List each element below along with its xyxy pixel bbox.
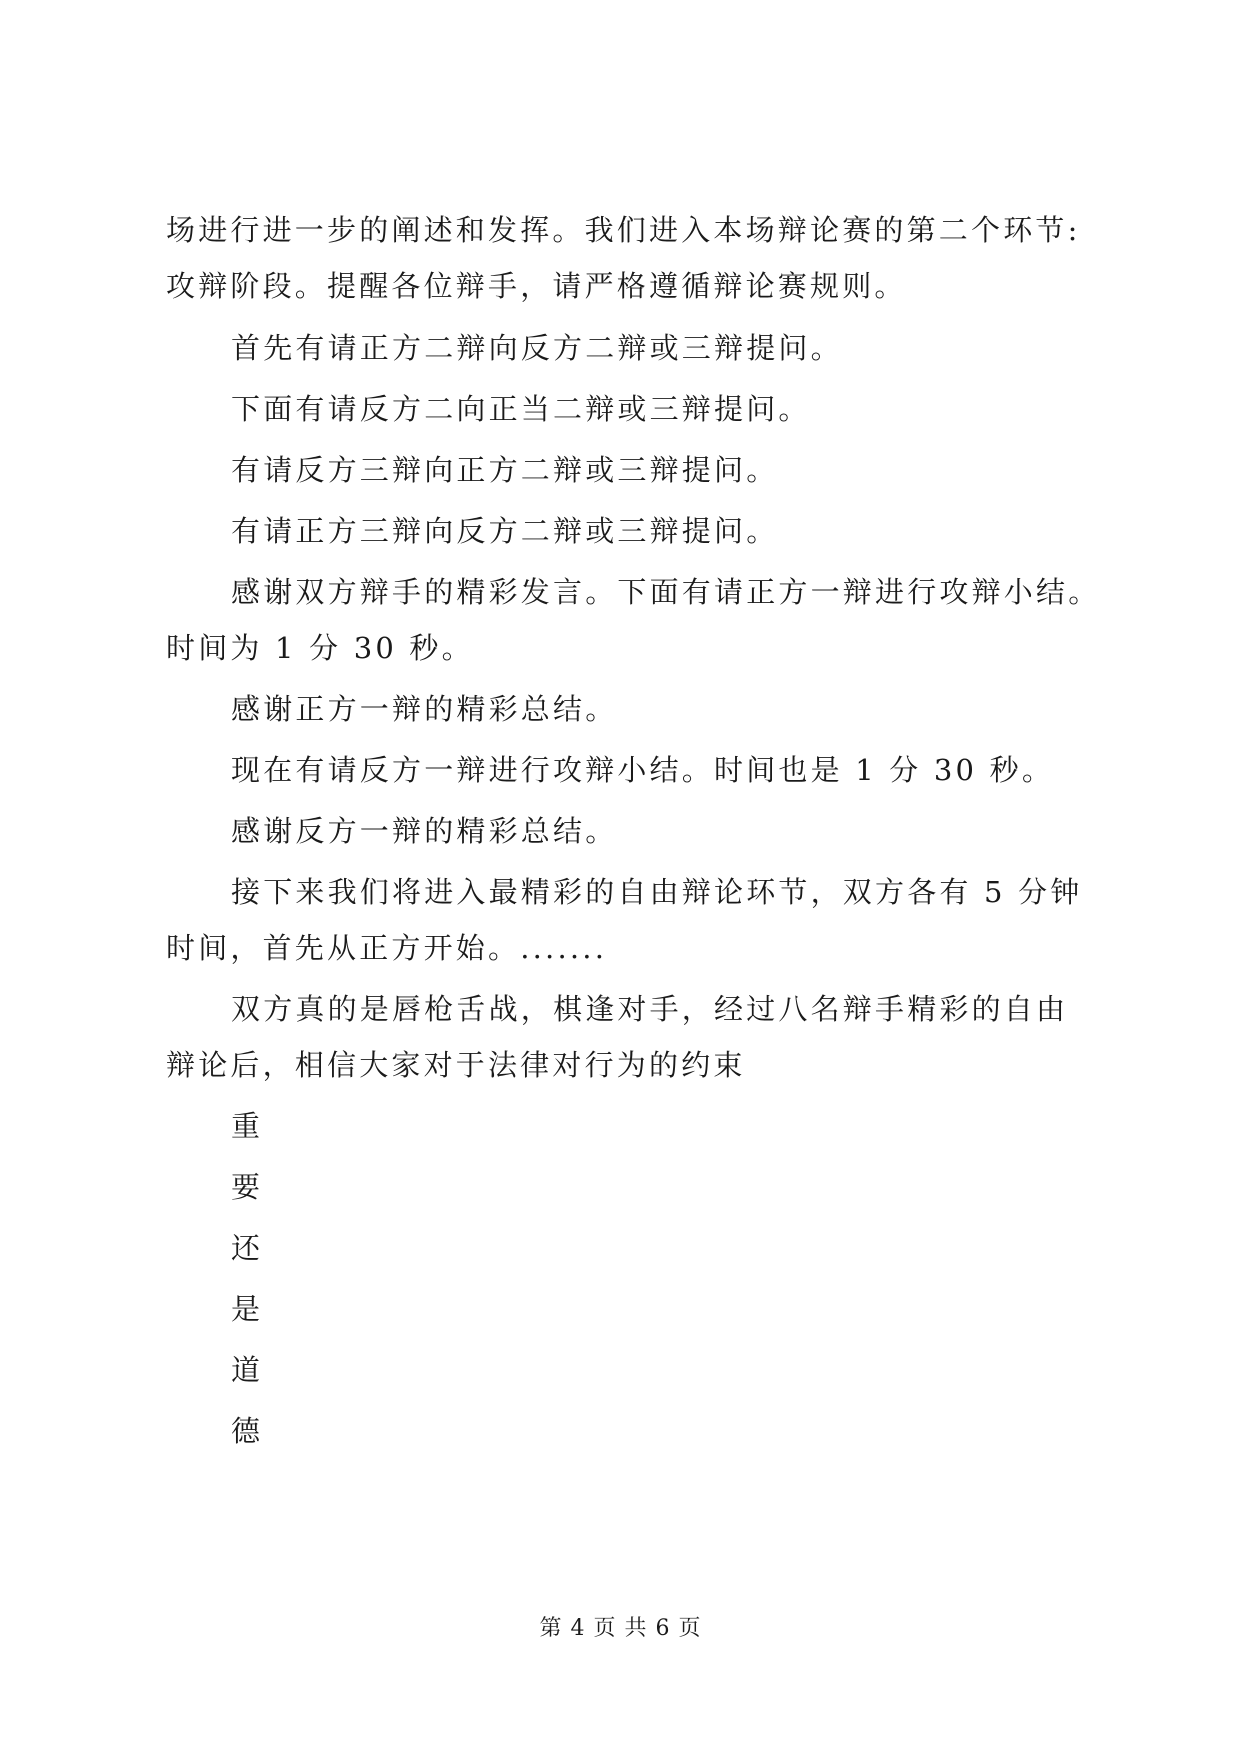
paragraph-line: 感谢反方一辩的精彩总结。: [231, 814, 618, 848]
paragraph-line: 感谢双方辩手的精彩发言。下面有请正方一辩进行攻辩小结。: [231, 575, 1101, 609]
paragraph-line: 首先有请正方二辩向反方二辩或三辩提问。: [231, 331, 843, 365]
paragraph-line: 要: [231, 1170, 264, 1204]
paragraph-line: 时间，首先从正方开始。.......: [166, 931, 608, 965]
paragraph-line: 道: [231, 1353, 264, 1387]
paragraph-line: 下面有请反方二向正当二辩或三辩提问。: [231, 392, 811, 426]
paragraph-line: 德: [231, 1414, 264, 1448]
paragraph-line: 时间为 1 分 30 秒。: [166, 631, 474, 665]
paragraph-line: 重: [231, 1109, 264, 1143]
paragraph-line: 现在有请反方一辩进行攻辩小结。时间也是 1 分 30 秒。: [231, 753, 1055, 787]
paragraph-line: 场进行进一步的阐述和发挥。我们进入本场辩论赛的第二个环节:: [166, 213, 1081, 247]
paragraph-line: 有请正方三辩向反方二辩或三辩提问。: [231, 514, 779, 548]
paragraph-line: 接下来我们将进入最精彩的自由辩论环节，双方各有 5 分钟: [231, 875, 1083, 909]
paragraph-line: 攻辩阶段。提醒各位辩手，请严格遵循辩论赛规则。: [166, 269, 907, 303]
paragraph-line: 还: [231, 1231, 264, 1265]
page-number-footer: 第 4 页 共 6 页: [539, 1616, 702, 1641]
paragraph-line: 是: [231, 1292, 264, 1326]
paragraph-line: 双方真的是唇枪舌战，棋逢对手，经过八名辩手精彩的自由: [231, 992, 1069, 1026]
paragraph-line: 有请反方三辩向正方二辩或三辩提问。: [231, 453, 779, 487]
paragraph-line: 感谢正方一辩的精彩总结。: [231, 692, 618, 726]
paragraph-line: 辩论后，相信大家对于法律对行为的约束: [166, 1048, 746, 1082]
